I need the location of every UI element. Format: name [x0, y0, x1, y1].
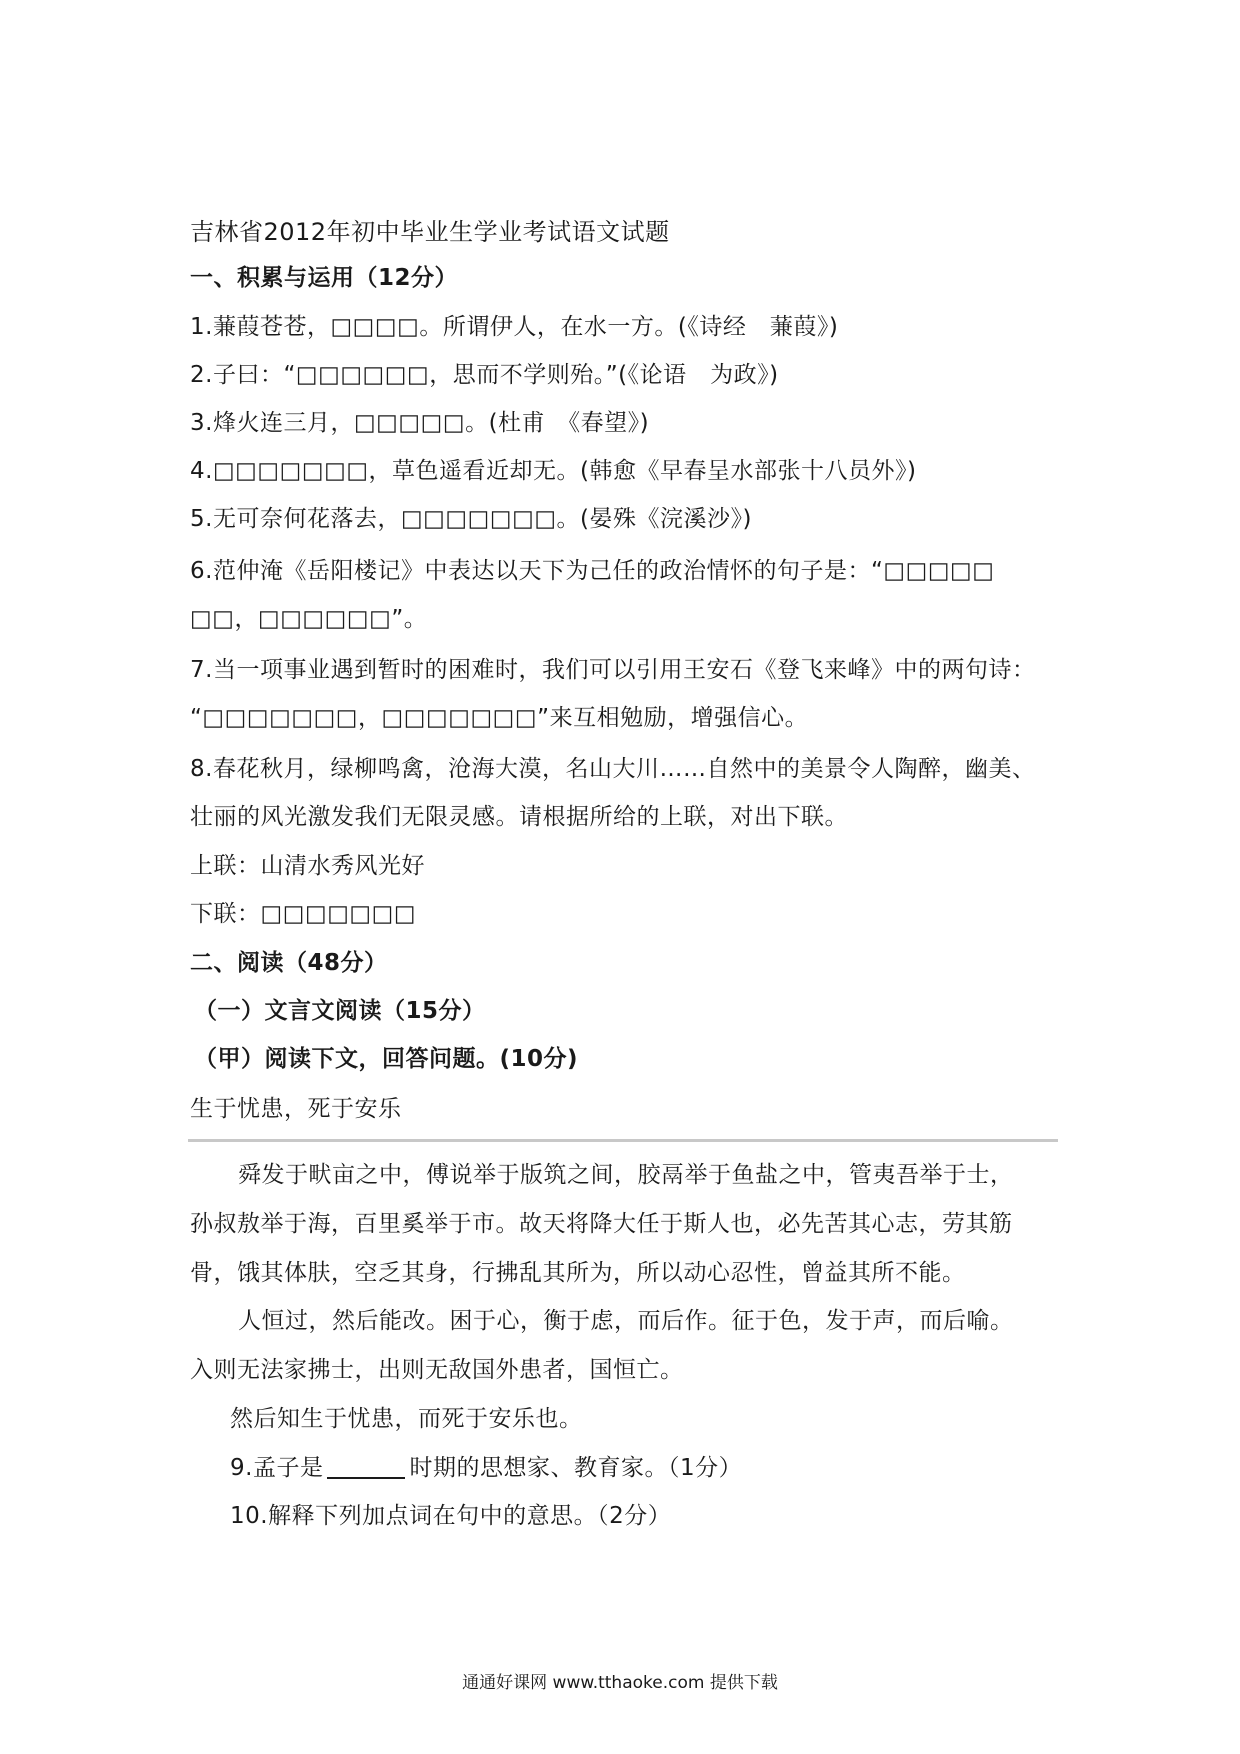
- question-9-suffix: 时期的思想家、教育家。（1分）: [409, 1455, 743, 1481]
- answer-blank[interactable]: [327, 1455, 405, 1479]
- divider-line: [188, 1139, 1058, 1142]
- question-4: 4.□□□□□□□，草色遥看近却无。(韩愈《早春呈水部张十八员外》): [190, 458, 917, 484]
- question-1: 1.蒹葭苍苍，□□□□。所谓伊人，在水一方。(《诗经 蒹葭》): [190, 314, 839, 340]
- passage-para1-line2: 孙叔敖举于海，百里奚举于市。故天将降大任于斯人也，必先苦其心志，劳其筋: [190, 1211, 1013, 1237]
- question-3: 3.烽火连三月，□□□□□。(杜甫 《春望》): [190, 410, 650, 436]
- passage-para2-line2: 入则无法家拂士，出则无敌国外患者，国恒亡。: [190, 1357, 684, 1383]
- section1-heading: 一、积累与运用（12分）: [190, 265, 459, 291]
- passage-para1-line3: 骨，饿其体肤，空乏其身，行拂乱其所为，所以动心忍性，曾益其所不能。: [190, 1260, 966, 1286]
- question-10: 10.解释下列加点词在句中的意思。（2分）: [230, 1503, 672, 1529]
- question-7-line-1: 7.当一项事业遇到暂时的困难时，我们可以引用王安石《登飞来峰》中的两句诗：: [190, 657, 1036, 683]
- exam-title: 吉林省2012年初中毕业生学业考试语文试题: [190, 218, 670, 246]
- couplet-lower: 下联：□□□□□□□: [190, 901, 417, 927]
- footer-source: 通通好课网 www.tthaoke.com 提供下载: [462, 1673, 778, 1693]
- question-8-line-2: 壮丽的风光激发我们无限灵感。请根据所给的上联，对出下联。: [190, 804, 848, 830]
- question-5: 5.无可奈何花落去，□□□□□□□。(晏殊《浣溪沙》): [190, 506, 753, 532]
- passage-para1-line1: 舜发于畎亩之中，傅说举于版筑之间，胶鬲举于鱼盐之中，管夷吾举于士，: [238, 1162, 1014, 1188]
- question-6-line-2: □□，□□□□□□”。: [190, 606, 428, 632]
- question-9: [230, 1453, 742, 1483]
- question-6-line-1: 6.范仲淹《岳阳楼记》中表达以天下为己任的政治情怀的句子是：“□□□□□: [190, 558, 995, 584]
- part-jia-heading: （甲）阅读下文，回答问题。(10分): [194, 1046, 579, 1072]
- passage-title: 生于忧患，死于安乐: [190, 1096, 402, 1122]
- question-8-line-1: 8.春花秋月，绿柳鸣禽，沧海大漠，名山大川……自然中的美景令人陶醉，幽美、: [190, 756, 1036, 782]
- section2-heading: 二、阅读（48分）: [190, 950, 388, 976]
- passage-para3: 然后知生于忧患，而死于安乐也。: [230, 1406, 583, 1432]
- question-7-line-2: “□□□□□□□，□□□□□□□”来互相勉励，增强信心。: [190, 705, 809, 731]
- couplet-upper: 上联：山清水秀风光好: [190, 853, 425, 879]
- question-2: 2.子曰：“□□□□□□，思而不学则殆。”(《论语 为政》): [190, 362, 779, 388]
- part1-heading: （一）文言文阅读（15分）: [194, 998, 486, 1024]
- passage-para2-line1: 人恒过，然后能改。困于心，衡于虑，而后作。征于色，发于声，而后喻。: [238, 1308, 1014, 1334]
- question-9-prefix: 9.孟子是: [230, 1455, 324, 1481]
